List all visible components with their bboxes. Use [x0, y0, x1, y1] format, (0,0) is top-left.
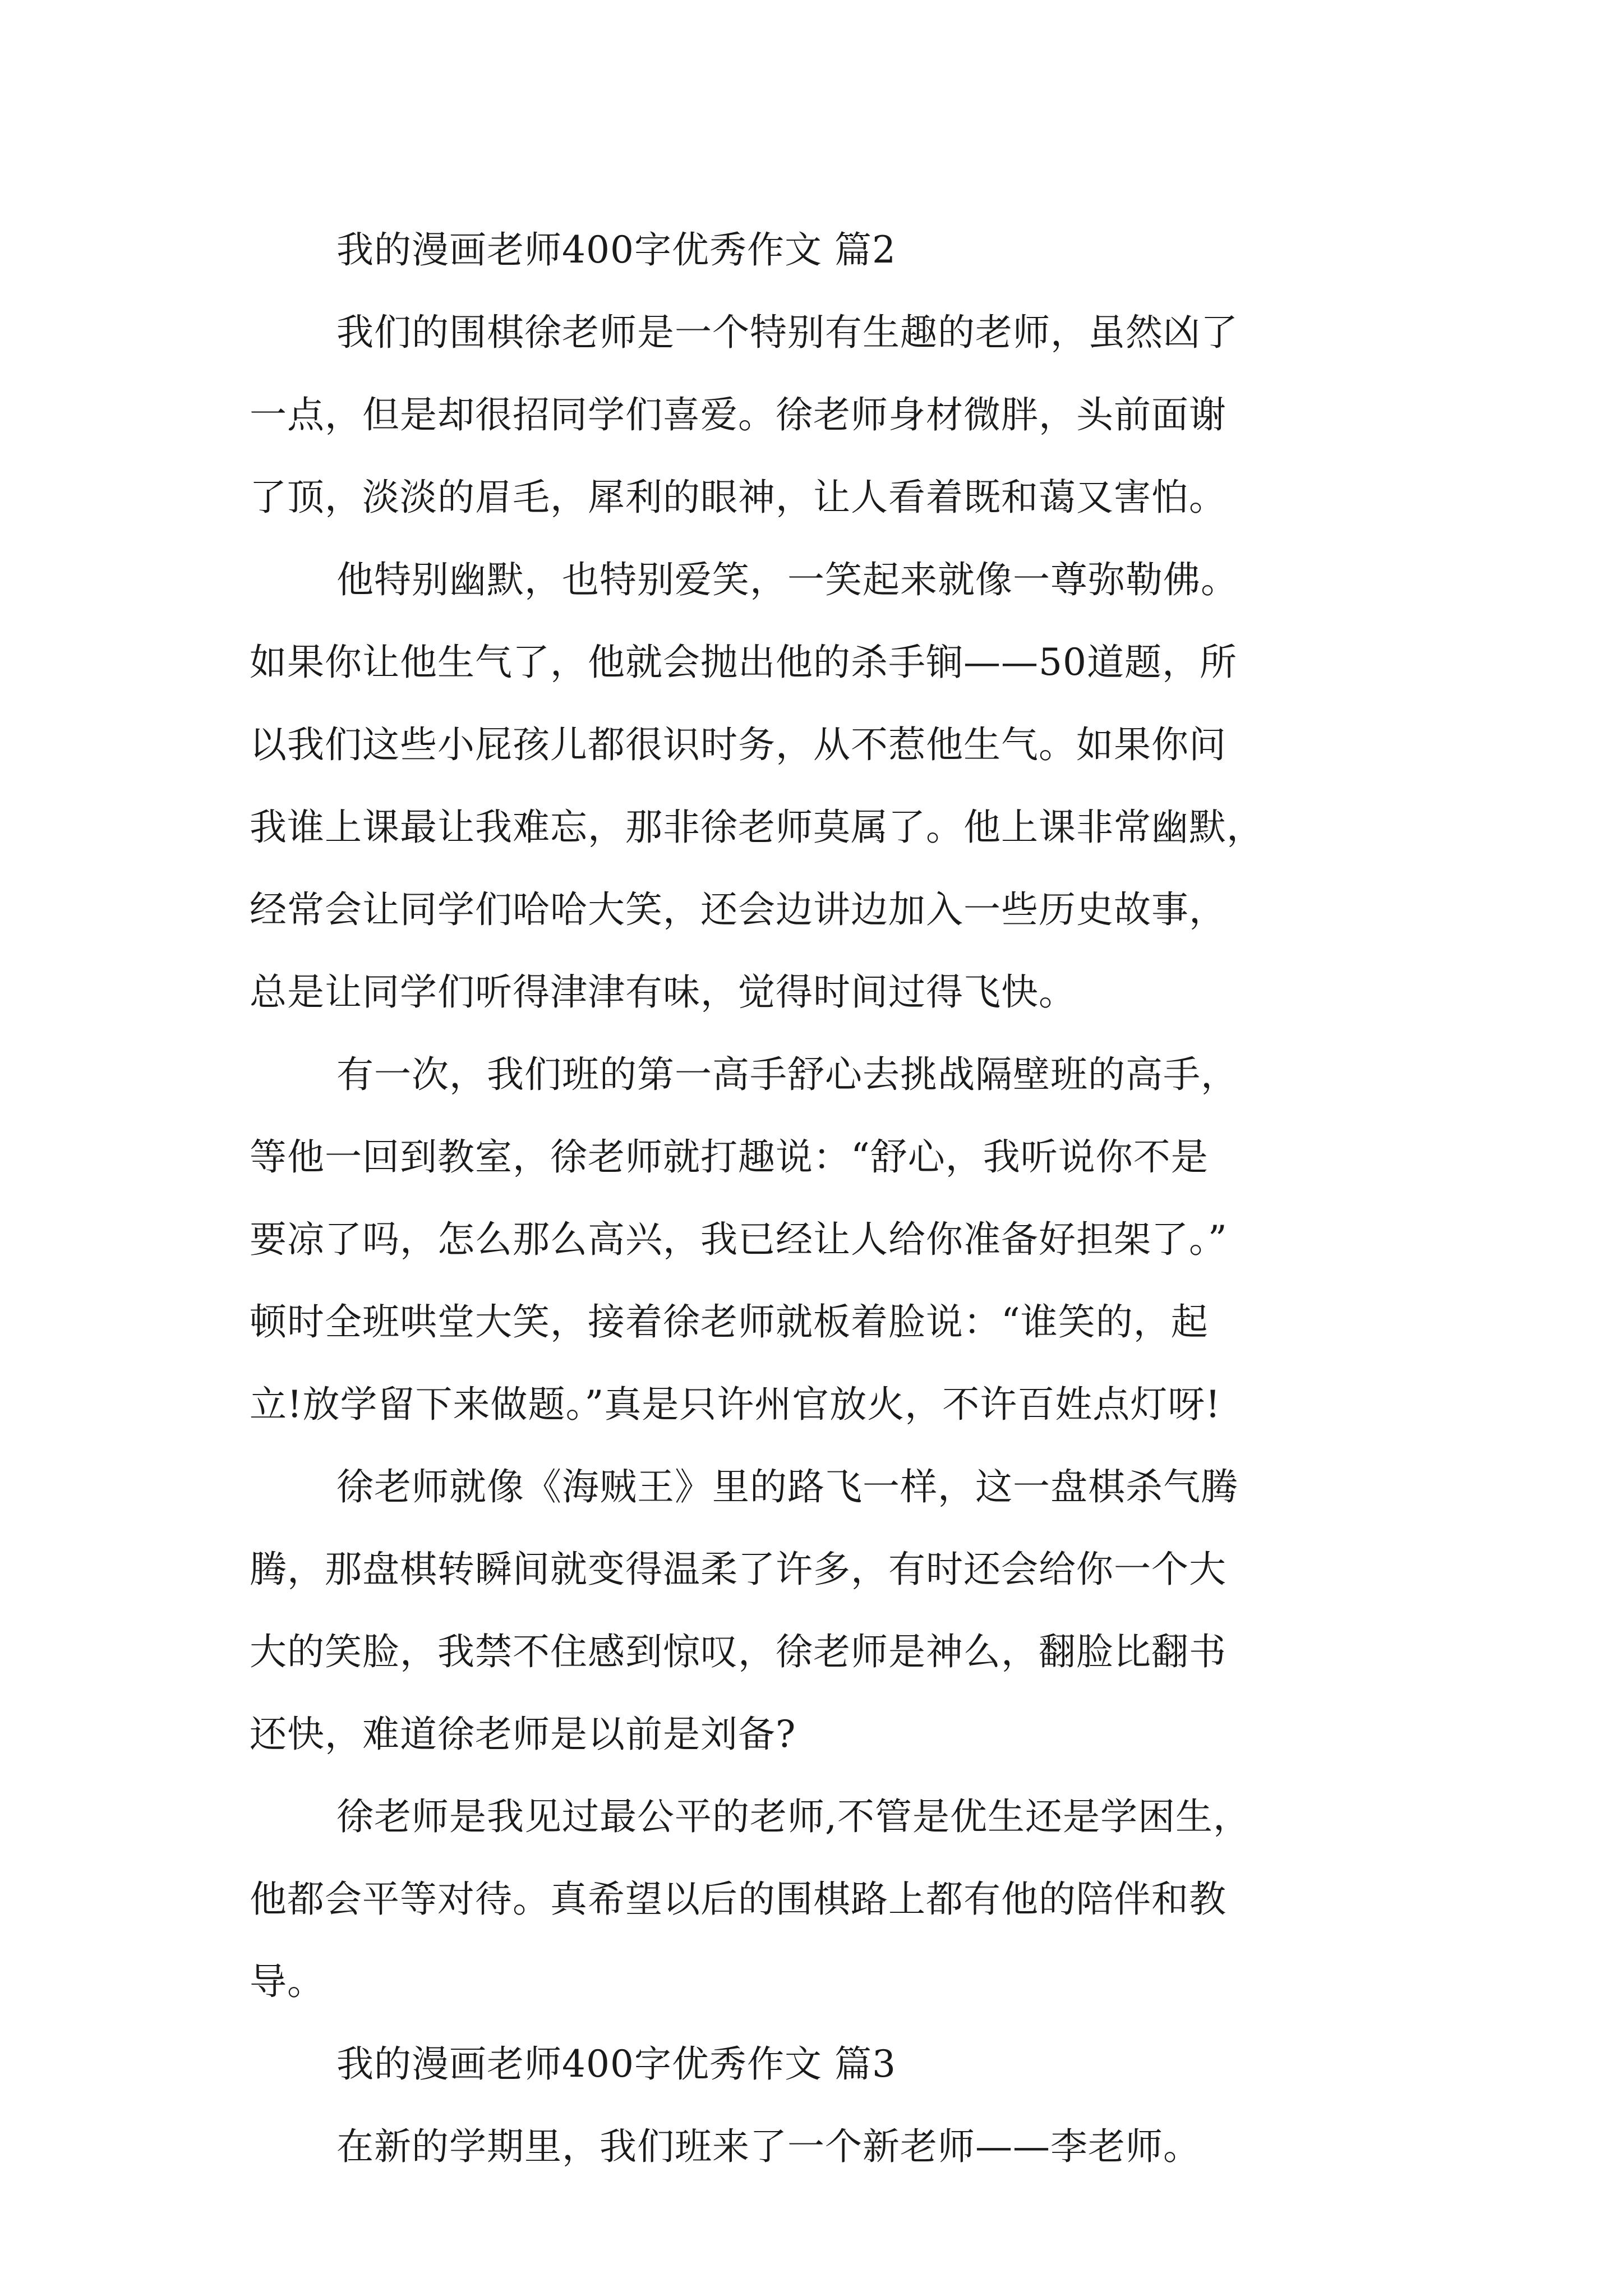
text-line: 他都会平等对待。真希望以后的围棋路上都有他的陪伴和教	[250, 1878, 1227, 1921]
text-line: 如果你让他生气了，他就会抛出他的杀手锏——50道题，所	[250, 641, 1237, 684]
text-line: 在新的学期里，我们班来了一个新老师——李老师。	[336, 2125, 1201, 2168]
text-line: 徐老师就像《海贼王》里的路飞一样，这一盘棋杀气腾	[336, 1465, 1238, 1508]
text-line: 我谁上课最让我难忘，那非徐老师莫属了。他上课非常幽默，	[250, 806, 1264, 849]
essay-heading-3: 我的漫画老师400字优秀作文 篇3	[336, 2042, 896, 2086]
text-line: 总是让同学们听得津津有味，觉得时间过得飞快。	[250, 970, 1076, 1014]
text-line: 徐老师是我见过最公平的老师,不管是优生还是学困生，	[336, 1795, 1251, 1838]
text-line: 大的笑脸，我禁不住感到惊叹，徐老师是神么，翻脸比翻书	[250, 1630, 1227, 1673]
text-line: 以我们这些小屁孩儿都很识时务，从不惹他生气。如果你问	[250, 723, 1227, 766]
text-line: 我们的围棋徐老师是一个特别有生趣的老师，虽然凶了	[336, 311, 1238, 354]
text-line: 等他一回到教室，徐老师就打趣说：“舒心，我听说你不是	[250, 1135, 1209, 1179]
text-line: 顿时全班哄堂大笑，接着徐老师就板着脸说：“谁笑的，起	[250, 1300, 1209, 1343]
text-line: 了顶，淡淡的眉毛，犀利的眼神，让人看着既和蔼又害怕。	[250, 476, 1227, 519]
text-line: 有一次，我们班的第一高手舒心去挑战隔壁班的高手，	[336, 1053, 1238, 1096]
text-line: 腾，那盘棋转瞬间就变得温柔了许多，有时还会给你一个大	[250, 1548, 1227, 1591]
essay-heading-2: 我的漫画老师400字优秀作文 篇2	[336, 228, 896, 272]
text-line: 他特别幽默，也特别爱笑，一笑起来就像一尊弥勒佛。	[336, 558, 1238, 601]
text-line: 立!放学留下来做题。”真是只许州官放火，不许百姓点灯呀!	[250, 1383, 1221, 1426]
text-line: 导。	[250, 1960, 325, 2003]
text-line: 一点，但是却很招同学们喜爱。徐老师身材微胖，头前面谢	[250, 393, 1227, 436]
text-line: 还快，难道徐老师是以前是刘备?	[250, 1713, 796, 1756]
text-line: 要凉了吗，怎么那么高兴，我已经让人给你准备好担架了。”	[250, 1218, 1228, 1261]
text-line: 经常会让同学们哈哈大笑，还会边讲边加入一些历史故事，	[250, 888, 1227, 931]
document-body	[250, 209, 1382, 2188]
